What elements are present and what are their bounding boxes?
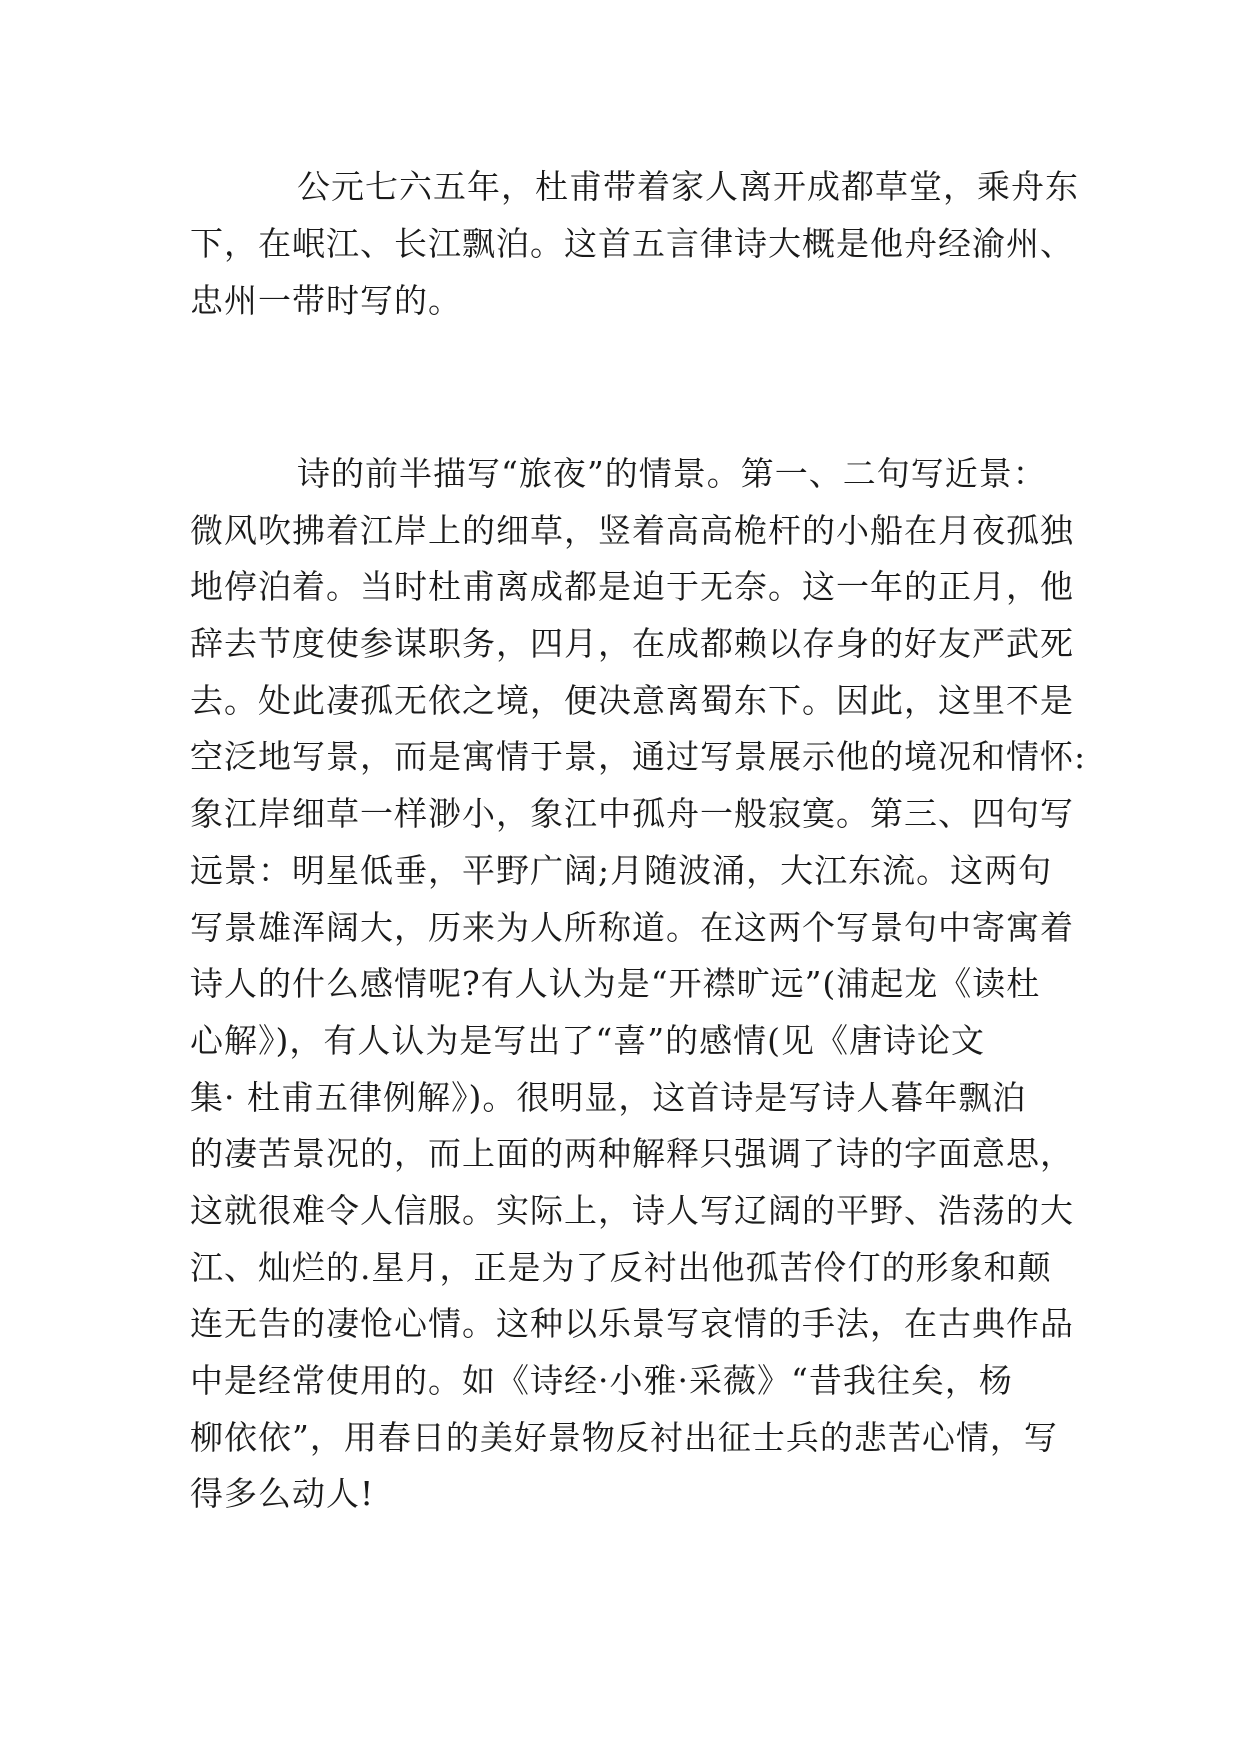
paragraph-line: 心解》)，有人认为是写出了“喜”的感情(见《唐诗论文 <box>190 1020 985 1060</box>
paragraph-line: 诗人的什么感情呢?有人认为是“开襟旷远”(浦起龙《读杜 <box>190 964 1041 1004</box>
paragraph-line: 得多么动人! <box>190 1474 375 1514</box>
paragraph-line: 空泛地写景，而是寓情于景，通过写景展示他的境况和情怀: <box>190 737 1087 777</box>
paragraph-line: 柳依依”，用春日的美好景物反衬出征士兵的悲苦心情，写 <box>190 1417 1058 1457</box>
paragraph-line: 地停泊着。当时杜甫离成都是迫于无奈。这一年的正月，他 <box>190 567 1074 607</box>
paragraph-line: 诗的前半描写“旅夜”的情景。第一、二句写近景： <box>297 454 1047 493</box>
paragraph-2 <box>190 446 1087 1523</box>
paragraph-line: 连无告的凄怆心情。这种以乐景写哀情的手法，在古典作品 <box>190 1304 1074 1344</box>
paragraph-line: 忠州一带时写的。 <box>190 281 462 320</box>
paragraph-line: 江、灿烂的.星月，正是为了反衬出他孤苦伶仃的形象和颠 <box>190 1247 1052 1287</box>
paragraph-line: 去。处此凄孤无依之境，便决意离蜀东下。因此，这里不是 <box>190 680 1074 720</box>
paragraph-line: 公元七六五年，杜甫带着家人离开成都草堂，乘舟东 <box>297 167 1079 206</box>
paragraph-line: 的凄苦景况的，而上面的两种解释只强调了诗的字面意思， <box>190 1134 1074 1174</box>
paragraph-line: 集· 杜甫五律例解》)。很明显，这首诗是写诗人暮年飘泊 <box>190 1077 1027 1117</box>
paragraph-line: 微风吹拂着江岸上的细草，竖着高高桅杆的小船在月夜孤独 <box>190 510 1074 550</box>
paragraph-line: 下，在岷江、长江飘泊。这首五言律诗大概是他舟经渝州、 <box>190 224 1074 263</box>
paragraph-line: 辞去节度使参谋职务，四月，在成都赖以存身的好友严武死 <box>190 624 1074 664</box>
paragraph-line: 象江岸细草一样渺小，象江中孤舟一般寂寞。第三、四句写 <box>190 794 1074 834</box>
paragraph-1 <box>190 158 1079 329</box>
paragraph-line: 写景雄浑阔大，历来为人所称道。在这两个写景句中寄寓着 <box>190 907 1074 947</box>
paragraph-line: 这就很难令人信服。实际上，诗人写辽阔的平野、浩荡的大 <box>190 1190 1074 1230</box>
paragraph-line: 中是经常使用的。如《诗经·小雅·采薇》“昔我往矣，杨 <box>190 1361 1013 1400</box>
paragraph-line: 远景：明星低垂，平野广阔;月随波涌，大江东流。这两句 <box>190 850 1053 890</box>
